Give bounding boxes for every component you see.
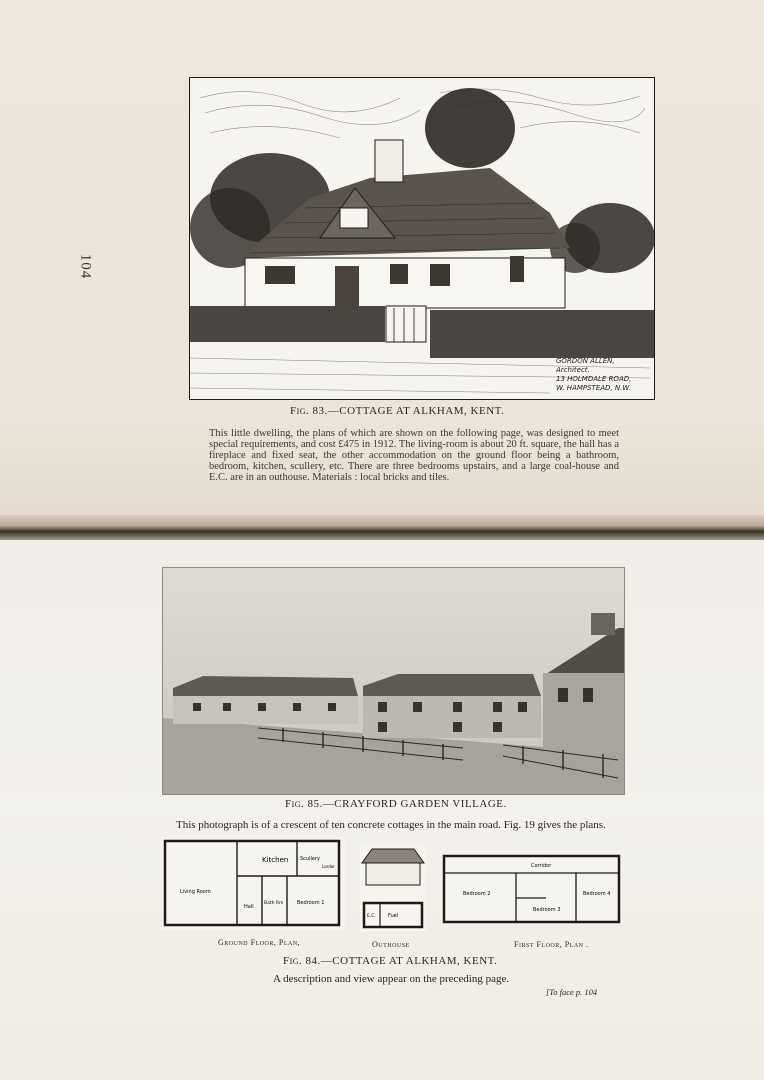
first-floor-plan — [441, 853, 622, 925]
cottage-illustration — [189, 77, 655, 400]
outhouse-label: Outhouse — [372, 940, 410, 949]
signature-line: 13 HOLMDALE ROAD, — [556, 375, 632, 383]
first-floor-label: First Floor, Plan . — [514, 940, 589, 949]
room-label-bedroom4: Bedroom 4 — [583, 891, 611, 897]
outhouse-label-ec: E.C. — [367, 914, 376, 919]
page-number: 104 — [77, 253, 94, 280]
fig85-caption: Fig. 85.—CRAYFORD GARDEN VILLAGE. — [285, 798, 507, 810]
crayford-photo-render — [163, 568, 624, 794]
first-floor-plan-drawing — [441, 853, 622, 925]
room-label-bedroom1: Bedroom 1 — [297, 900, 325, 906]
signature-line: W. HAMPSTEAD, N.W. — [556, 384, 631, 392]
room-label-bath: Bath Rm — [264, 901, 284, 906]
to-face-note: [To face p. 104 — [546, 987, 598, 997]
ground-floor-label: Ground Floor, Plan, — [218, 938, 301, 947]
room-label-hall: Hall — [244, 904, 254, 910]
signature-line: GORDON ALLEN, — [556, 357, 615, 365]
outhouse-label-fuel: Fuel — [388, 913, 399, 919]
architect-signature — [556, 357, 648, 395]
ground-floor-plan-drawing — [162, 838, 345, 930]
outhouse-plan — [360, 845, 426, 931]
outhouse-plan-drawing — [360, 845, 426, 931]
room-label-bedroom3: Bedroom 3 — [533, 907, 561, 913]
signature-line: Architect. — [556, 366, 590, 374]
room-label-scullery: Scullery — [300, 856, 320, 862]
room-label-kitchen: Kitchen — [262, 856, 289, 864]
fig84-caption: Fig. 84.—COTTAGE AT ALKHAM, KENT. — [283, 955, 498, 967]
room-label-corridor: Corridor — [531, 863, 552, 869]
room-label-larder: Larder — [322, 864, 335, 869]
fig83-description: This little dwelling, the plans of which are shown on the following page, was designed to meet special requirements, and cost £475 in 1912. The living-room is about 20 ft. square, the hall has a fireplace and fixed seat, the other accommodation on the ground floor being a bathroom, bedroom, kitchen, scullery, etc. There are three bedrooms upstairs, and a large coal-house and E.C. are in an outhouse. Materials : local bricks and tiles. — [209, 428, 619, 483]
cottage-drawing — [190, 78, 654, 399]
ground-floor-plan — [162, 838, 345, 930]
fig83-caption: Fig. 83.—COTTAGE AT ALKHAM, KENT. — [290, 405, 505, 417]
fig85-description: This photograph is of a crescent of ten concrete cottages in the main road. Fig. 19 gives the plans. — [176, 819, 606, 831]
room-label-living-room: Living Room — [180, 889, 211, 895]
fig84-description: A description and view appear on the preceding page. — [273, 973, 510, 985]
room-label-bedroom2: Bedroom 2 — [463, 891, 491, 897]
crayford-photograph — [162, 567, 625, 795]
